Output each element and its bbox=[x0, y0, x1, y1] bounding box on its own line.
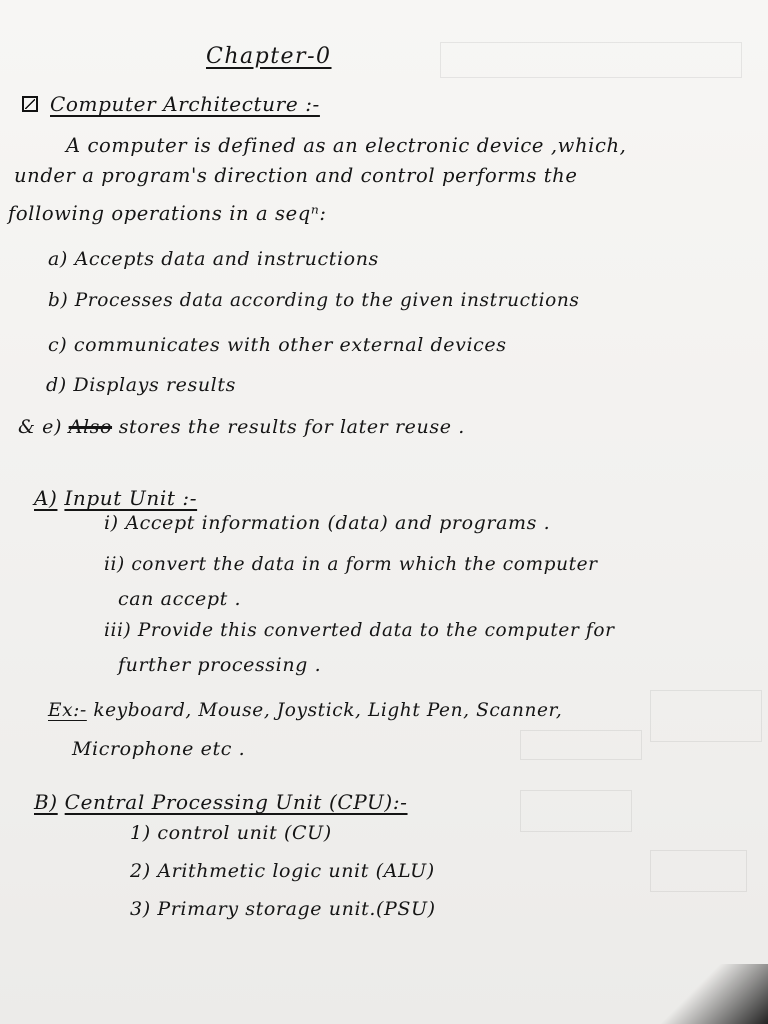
examples-text: keyboard, Mouse, Joystick, Light Pen, Scanner, bbox=[93, 700, 563, 721]
input-item-text: Provide this converted data to the computer for bbox=[137, 620, 615, 641]
struck-out-word: Also bbox=[68, 416, 113, 438]
operation-item-b bbox=[48, 290, 580, 311]
examples-line-1 bbox=[48, 700, 562, 721]
input-unit-heading: Input Unit :- bbox=[64, 486, 198, 510]
input-item-2-continued bbox=[118, 588, 241, 610]
list-marker: 2) bbox=[130, 860, 151, 882]
input-item-text: can accept . bbox=[118, 588, 242, 610]
operation-text: Accepts data and instructions bbox=[74, 248, 379, 270]
section-heading-row bbox=[22, 92, 320, 116]
cpu-item-text: Arithmetic logic unit (ALU) bbox=[157, 860, 435, 882]
list-marker: iii) bbox=[104, 620, 132, 641]
bleed-through-box bbox=[520, 790, 632, 832]
list-marker: ii) bbox=[104, 554, 125, 575]
chapter-title: Chapter-0 bbox=[206, 44, 332, 69]
list-marker: & e) bbox=[18, 416, 63, 438]
list-marker: b) bbox=[48, 290, 69, 311]
input-item-3 bbox=[104, 620, 615, 641]
operation-item-d bbox=[46, 374, 236, 396]
input-item-text: convert the data in a form which the computer bbox=[131, 554, 598, 575]
bleed-through-box bbox=[650, 850, 747, 892]
cpu-item-1 bbox=[130, 822, 332, 844]
section-marker: A) bbox=[34, 486, 58, 510]
bleed-through-box bbox=[520, 730, 642, 760]
input-item-2 bbox=[104, 554, 598, 575]
input-item-text: Accept information (data) and programs . bbox=[125, 512, 551, 534]
operation-text: stores the results for later reuse . bbox=[118, 416, 465, 438]
operation-text: communicates with other external devices bbox=[73, 334, 507, 356]
operation-item-c bbox=[48, 334, 507, 356]
section-marker: B) bbox=[34, 790, 58, 814]
input-item-3-continued bbox=[118, 654, 321, 676]
list-marker: i) bbox=[104, 512, 119, 534]
checked-box-icon bbox=[22, 96, 38, 112]
cpu-item-text: Primary storage unit.(PSU) bbox=[157, 898, 436, 920]
input-item-1 bbox=[104, 512, 550, 534]
intro-line-1: A computer is defined as an electronic device ,which, bbox=[66, 134, 627, 157]
page-corner-shadow bbox=[648, 964, 768, 1024]
bleed-through-box bbox=[650, 690, 762, 742]
cpu-item-3 bbox=[130, 898, 436, 920]
list-marker: c) bbox=[48, 334, 68, 356]
examples-label: Ex:- bbox=[48, 700, 87, 721]
intro-line-3: following operations in a seqⁿ: bbox=[8, 202, 327, 225]
list-marker: a) bbox=[48, 248, 68, 270]
list-marker: 3) bbox=[130, 898, 151, 920]
operation-item-a bbox=[48, 248, 379, 270]
list-marker: d) bbox=[46, 374, 67, 396]
operation-item-e bbox=[18, 416, 465, 438]
cpu-item-text: control unit (CU) bbox=[157, 822, 332, 844]
operation-text: Processes data according to the given instructions bbox=[74, 290, 580, 311]
cpu-item-2 bbox=[130, 860, 435, 882]
operation-text: Displays results bbox=[73, 374, 236, 396]
input-item-text: further processing . bbox=[118, 654, 322, 676]
input-unit-heading-row bbox=[34, 486, 197, 510]
cpu-heading-row bbox=[34, 790, 408, 814]
cpu-heading: Central Processing Unit (CPU):- bbox=[64, 790, 408, 814]
examples-line-2: Microphone etc . bbox=[72, 738, 246, 760]
bleed-through-box bbox=[440, 42, 742, 78]
intro-line-2: under a program's direction and control performs the bbox=[14, 164, 578, 187]
section-heading: Computer Architecture :- bbox=[50, 92, 320, 116]
list-marker: 1) bbox=[130, 822, 151, 844]
